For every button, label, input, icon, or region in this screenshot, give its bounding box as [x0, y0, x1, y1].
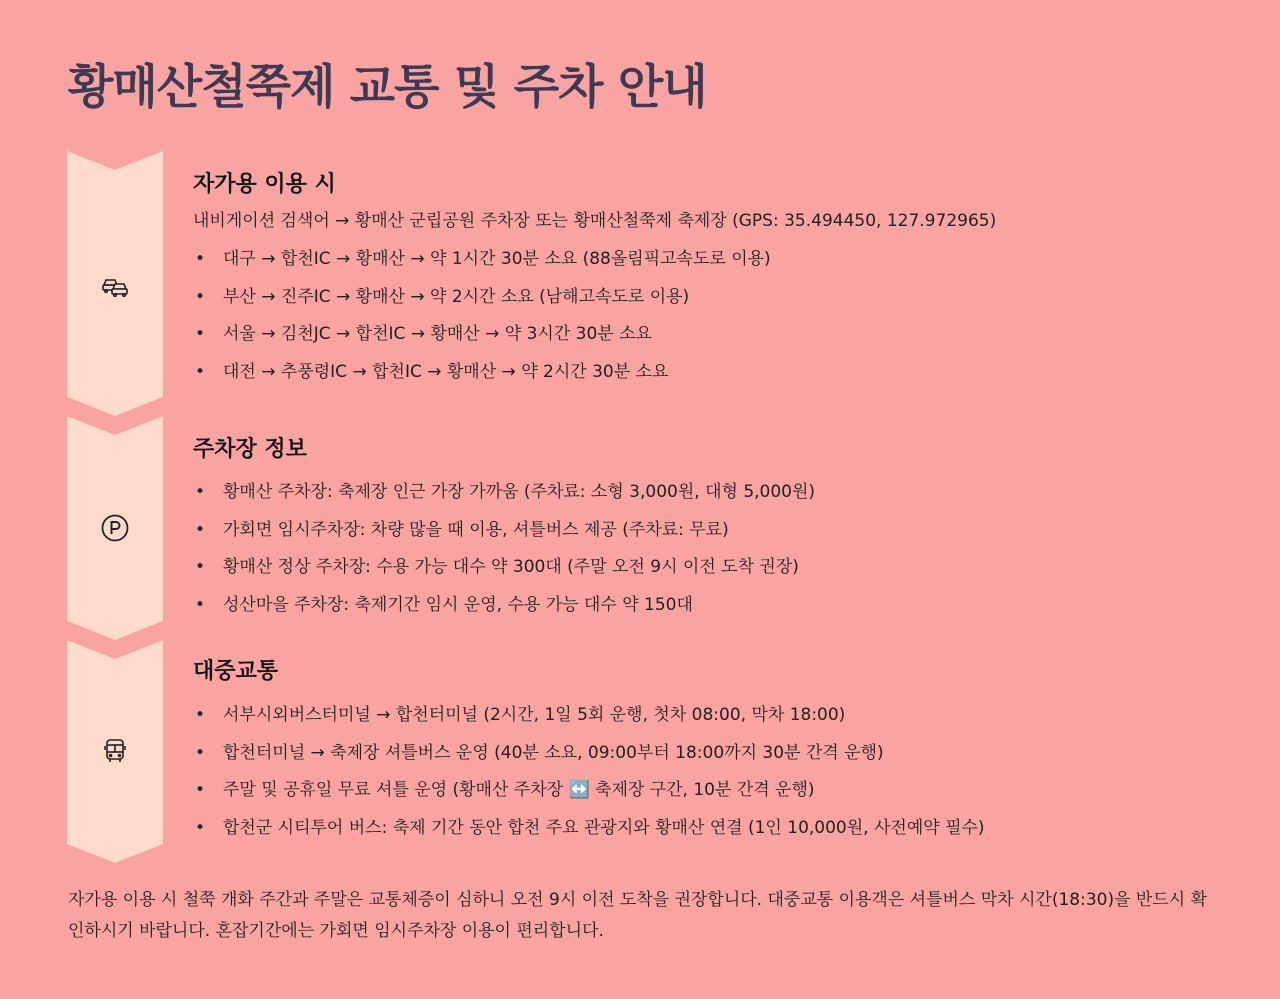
transport-list	[193, 703, 1253, 840]
chevron-bus	[67, 640, 163, 863]
list-item: • 대구 → 합천IC → 황매산 → 약 1시간 30분 소요 (88올림픽고속도로 이용)	[193, 247, 1253, 271]
section-heading: 대중교통	[193, 659, 279, 684]
chevron-parking	[67, 416, 163, 640]
list-item: • 합천군 시티투어 버스: 축제 기간 동안 합천 주요 관광지와 황매산 연결 (1인 10,000원, 사전예약 필수)	[193, 816, 1253, 840]
section-heading: 자가용 이용 시	[193, 172, 336, 197]
list-item: • 황매산 주차장: 축제장 인근 가장 가까움 (주차료: 소형 3,000원, 대형 5,000원)	[193, 480, 1253, 504]
list-item: • 부산 → 진주IC → 황매산 → 약 2시간 소요 (남해고속도로 이용)	[193, 285, 1253, 309]
list-item: • 성산마을 주차장: 축제기간 임시 운영, 수용 가능 대수 약 150대	[193, 593, 1253, 617]
list-item: • 주말 및 공휴일 무료 셔틀 운영 (황매산 주차장 ↔️ 축제장 구간, 10분 간격 운행)	[193, 778, 1253, 802]
list-item: • 서부시외버스터미널 → 합천터미널 (2시간, 1일 5회 운행, 첫차 08:00, 막차 18:00)	[193, 703, 1253, 727]
parking-list	[193, 480, 1253, 617]
list-item: • 황매산 정상 주차장: 수용 가능 대수 약 300대 (주말 오전 9시 이전 도착 권장)	[193, 555, 1253, 579]
section-heading: 주차장 정보	[193, 437, 307, 462]
list-item: • 합천터미널 → 축제장 셔틀버스 운영 (40분 소요, 09:00부터 18:00까지 30분 간격 운행)	[193, 741, 1253, 765]
page-title: 황매산철쭉제 교통 및 주차 안내	[68, 60, 707, 115]
cars-icon	[100, 270, 130, 300]
bus-icon	[100, 736, 130, 766]
section-private-car	[193, 170, 1253, 384]
section-parking	[193, 435, 1253, 617]
parking-icon	[100, 513, 130, 543]
list-item: • 대전 → 추풍령IC → 합천IC → 황매산 → 약 2시간 30분 소요	[193, 360, 1253, 384]
chevron-car	[67, 151, 163, 416]
navigation-info: 내비게이션 검색어 → 황매산 군립공원 주차장 또는 황매산철쭉제 축제장 (GPS: 35.494450, 127.972965)	[193, 211, 997, 231]
list-item: • 가회면 임시주차장: 차량 많을 때 이용, 셔틀버스 제공 (주차료: 무료)	[193, 518, 1253, 542]
section-public-transport	[193, 657, 1253, 840]
list-item: • 서울 → 김천JC → 합천IC → 황매산 → 약 3시간 30분 소요	[193, 322, 1253, 346]
footer-note: 자가용 이용 시 철쭉 개화 주간과 주말은 교통체증이 심하니 오전 9시 이전 도착을 권장합니다. 대중교통 이용객은 셔틀버스 막차 시간(18:30)을 반드시 확인하시기 바랍니다. 혼잡기간에는 가회면 임시주차장 이용이 편리합니다.	[68, 890, 1208, 941]
route-list	[193, 247, 1253, 384]
